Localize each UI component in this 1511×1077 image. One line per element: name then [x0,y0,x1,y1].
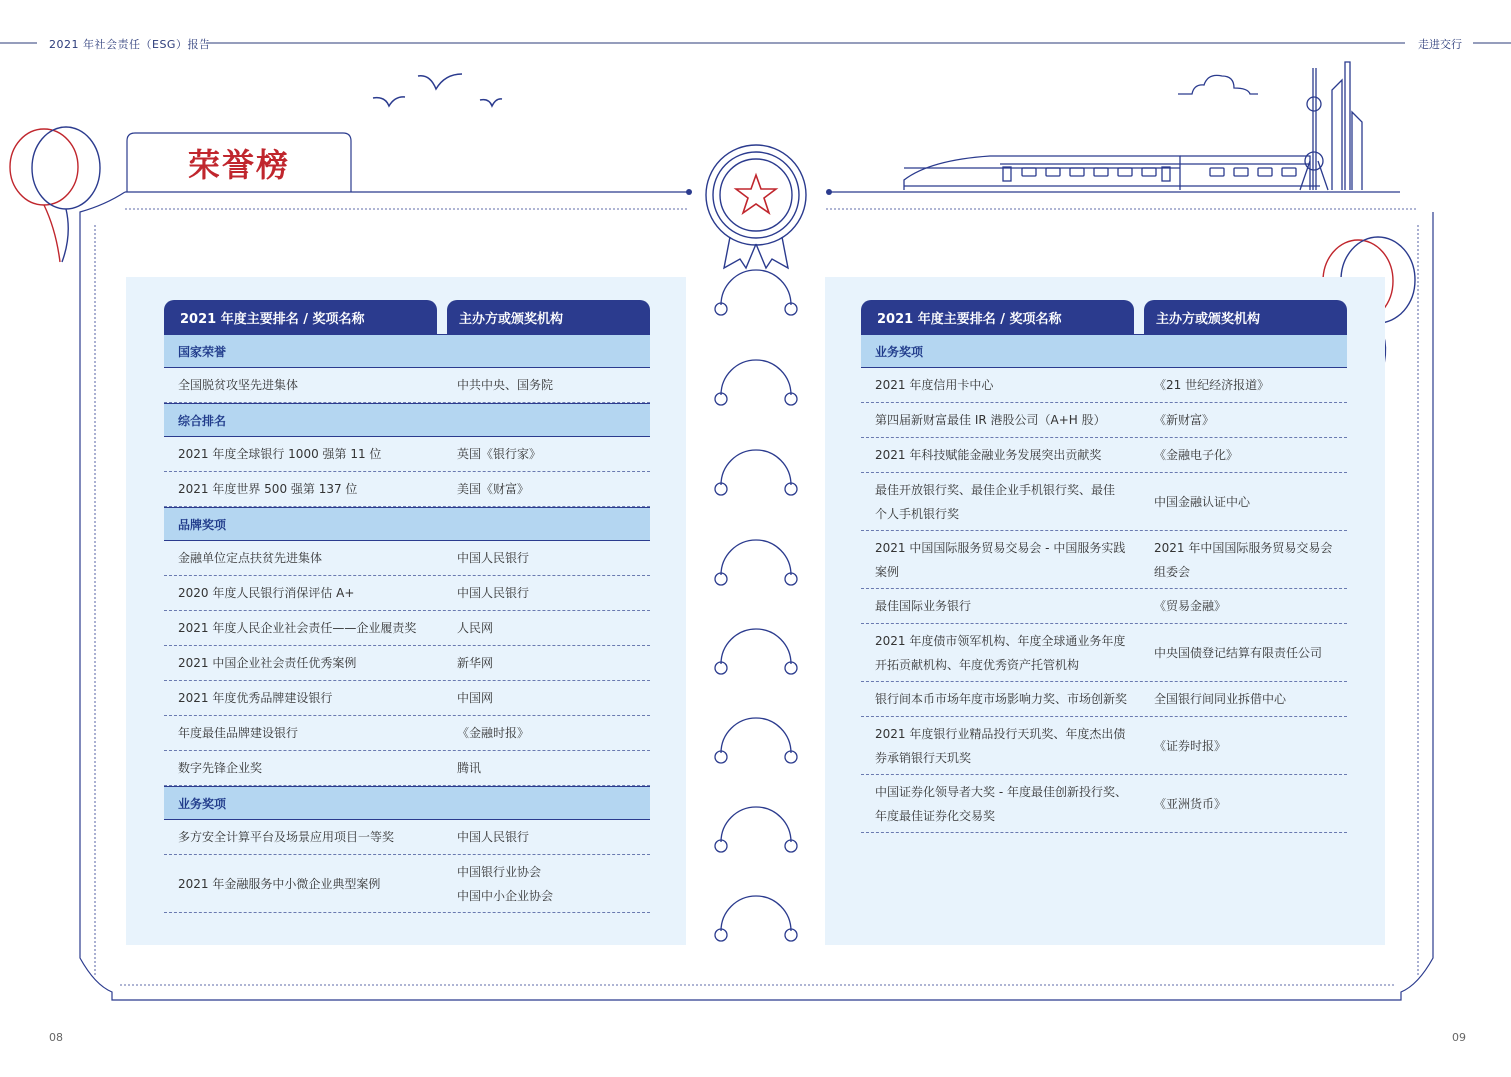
award-name: 最佳国际业务银行 [875,599,972,613]
table-row [164,820,650,855]
award-name: 2021 年度人民企业社会责任——企业履责奖 [178,621,417,635]
award-organizer: 人民网 [457,621,494,635]
award-name: 2021 中国国际服务贸易交易会 - 中国服务实践 案例 [875,540,1126,579]
award-organizer: 《21 世纪经济报道》 [1154,378,1270,392]
award-organizer: 《证券时报》 [1154,738,1227,753]
table-row [164,611,650,646]
category-row: 综合排名 [164,403,650,437]
train-icon [904,156,1320,190]
table-row [164,576,650,611]
category-row: 国家荣誉 [164,334,650,368]
table-row [164,646,650,681]
page-title: 荣誉榜 [187,146,290,184]
category-row: 业务奖项 [861,334,1347,368]
award-organizer: 英国《银行家》 [457,447,542,461]
table-row [861,717,1347,775]
award-name: 数字先锋企业奖 [178,761,263,775]
table-row [164,437,650,472]
award-organizer: 中国人民银行 [457,551,530,565]
cloud-icon [1178,75,1258,94]
table-row [861,368,1347,403]
award-organizer: 全国银行间同业拆借中心 [1154,692,1287,706]
award-name: 多方安全计算平台及场景应用项目一等奖 [178,830,395,844]
table-row [861,403,1347,438]
award-name: 银行间本币市场年度市场影响力奖、市场创新奖 [875,692,1128,706]
rosette-star-icon [706,145,806,268]
award-organizer: 中共中央、国务院 [457,378,554,392]
award-name: 全国脱贫攻坚先进集体 [178,378,299,392]
table-row [164,855,650,913]
page-number-left: 08 [49,1031,63,1044]
category-row: 业务奖项 [164,786,650,820]
award-organizer: 《贸易金融》 [1154,599,1227,613]
award-organizer: 中央国债登记结算有限责任公司 [1154,645,1323,660]
report-title: 2021 年社会责任（ESG）报告 [49,38,211,51]
award-name: 2021 中国企业社会责任优秀案例 [178,656,357,670]
table-row [861,624,1347,682]
page-number-right: 09 [1452,1031,1466,1044]
award-organizer: 《金融电子化》 [1154,448,1239,462]
header-award-name: 2021 年度主要排名 / 奖项名称 [861,300,1134,334]
table-row [164,751,650,786]
award-organizer: 中国银行业协会 中国中小企业协会 [457,864,554,903]
table-row [861,438,1347,473]
award-name: 2021 年度优秀品牌建设银行 [178,691,333,705]
award-organizer: 中国金融认证中心 [1154,494,1251,509]
award-organizer: 新华网 [457,656,494,670]
award-name: 2020 年度人民银行消保评估 A+ [178,586,355,600]
table-row [861,775,1347,833]
table-row [164,716,650,751]
table-row [164,368,650,403]
award-name: 最佳开放银行奖、最佳企业手机银行奖、最佳 个人手机银行奖 [875,482,1116,521]
award-organizer: 《新财富》 [1154,413,1215,427]
table-row [861,682,1347,717]
award-organizer: 中国人民银行 [457,830,530,844]
table-row [164,472,650,507]
header-organizer: 主办方或颁奖机构 [1144,300,1347,334]
right-awards-table [861,300,1347,833]
table-header [164,300,650,334]
award-name: 2021 年度债市领军机构、年度全球通业务年度 开拓贡献机构、年度优秀资产托管机构 [875,633,1126,672]
award-name: 2021 年度信用卡中心 [875,378,994,392]
header-organizer: 主办方或颁奖机构 [447,300,650,334]
header-award-name: 2021 年度主要排名 / 奖项名称 [164,300,437,334]
page-title-tab [127,133,351,193]
award-name: 2021 年度银行业精品投行天玑奖、年度杰出债 券承销银行天玑奖 [875,726,1126,765]
award-name: 2021 年金融服务中小微企业典型案例 [178,876,381,891]
award-name: 2021 年度世界 500 强第 137 位 [178,482,358,496]
award-organizer: 美国《财富》 [457,482,530,496]
award-organizer: 腾讯 [457,761,482,775]
balloon-icon [10,127,100,262]
left-awards-table [164,300,650,913]
award-name: 中国证券化领导者大奖 - 年度最佳创新投行奖、 年度最佳证券化交易奖 [875,784,1127,823]
award-organizer: 《金融时报》 [457,726,530,740]
table-header [861,300,1347,334]
category-row: 品牌奖项 [164,507,650,541]
tower-icon [1300,62,1362,190]
award-organizer: 中国网 [457,691,494,705]
binding-rings [715,270,797,941]
award-name: 2021 年科技赋能金融业务发展突出贡献奖 [875,448,1102,462]
award-organizer: 《亚洲货币》 [1154,796,1227,811]
table-row [164,681,650,716]
table-row [861,473,1347,531]
award-organizer: 2021 年中国国际服务贸易交易会 组委会 [1154,540,1333,579]
bird-icon [373,74,502,106]
table-row [861,531,1347,589]
award-name: 第四届新财富最佳 IR 港股公司（A+H 股） [875,413,1106,427]
award-name: 金融单位定点扶贫先进集体 [178,551,323,565]
table-row [861,589,1347,624]
section-name: 走进交行 [1418,38,1462,51]
award-name: 2021 年度全球银行 1000 强第 11 位 [178,447,382,461]
award-name: 年度最佳品牌建设银行 [178,726,299,740]
award-organizer: 中国人民银行 [457,586,530,600]
table-row [164,541,650,576]
